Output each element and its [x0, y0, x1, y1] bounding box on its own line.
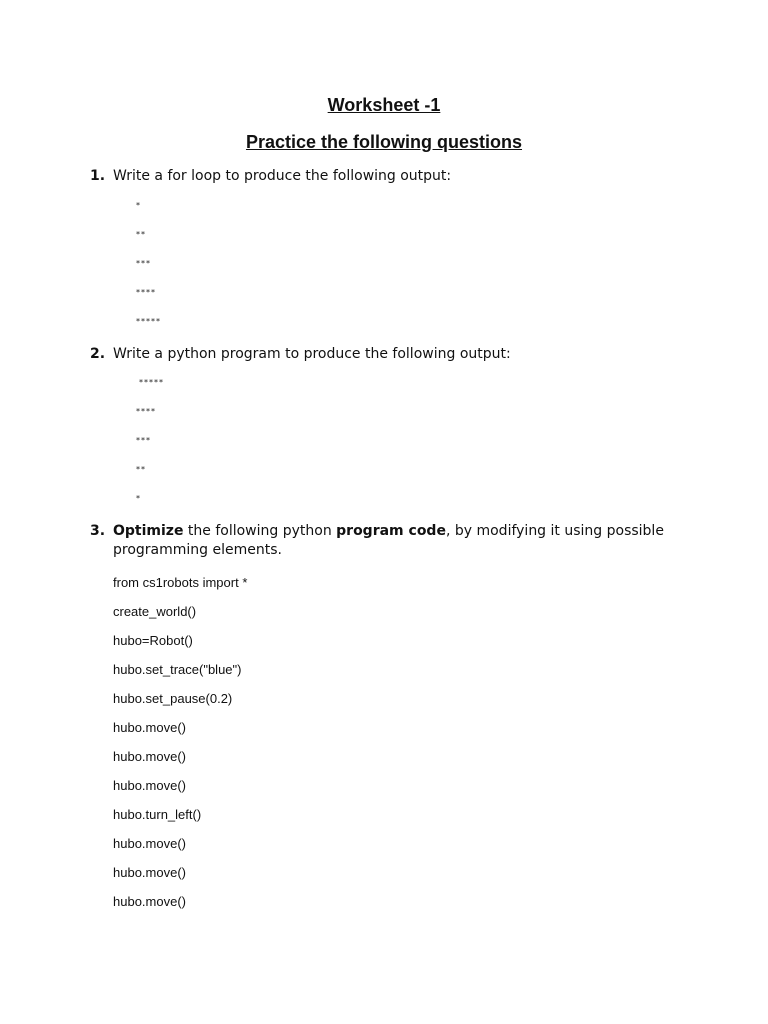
question-number: 2. [90, 346, 106, 362]
output-line: **** [136, 288, 156, 297]
output-line: ** [136, 465, 146, 474]
code-line: create_world() [113, 604, 197, 619]
question-text [113, 522, 678, 560]
question-text: Write a for loop to produce the following output: [113, 168, 452, 184]
code-line: hubo.turn_left() [113, 807, 202, 822]
code-line: hubo.move() [113, 836, 186, 851]
code-line: hubo.move() [113, 894, 186, 909]
output-line: *** [136, 259, 151, 268]
output-line: *** [136, 436, 151, 445]
code-line: hubo.move() [113, 720, 186, 735]
worksheet-subtitle: Practice the following questions [245, 132, 523, 152]
question-text: Write a python program to produce the following output: [113, 346, 511, 362]
code-line: hubo.set_pause(0.2) [113, 691, 233, 706]
output-line: **** [136, 407, 156, 416]
code-line: hubo.move() [113, 865, 186, 880]
code-line: hubo.move() [113, 778, 186, 793]
worksheet-title: Worksheet -1 [327, 95, 441, 115]
code-line: hubo.move() [113, 749, 186, 764]
bold-keyword: Optimize [113, 523, 184, 539]
output-line: ***** [139, 378, 164, 387]
question-number: 1. [90, 168, 106, 184]
text-segment: the following python [183, 523, 337, 539]
code-line: from cs1robots import * [113, 575, 248, 590]
question-number: 3. [90, 523, 106, 539]
text-segment: , by modifying it using possible programming elements. [113, 523, 664, 558]
output-line: ***** [136, 317, 161, 326]
output-line: * [136, 201, 141, 210]
output-line: ** [136, 230, 146, 239]
output-line: * [136, 494, 141, 503]
bold-keyword: program code [336, 523, 446, 539]
code-line: hubo=Robot() [113, 633, 193, 648]
code-line: hubo.set_trace("blue") [113, 662, 242, 677]
